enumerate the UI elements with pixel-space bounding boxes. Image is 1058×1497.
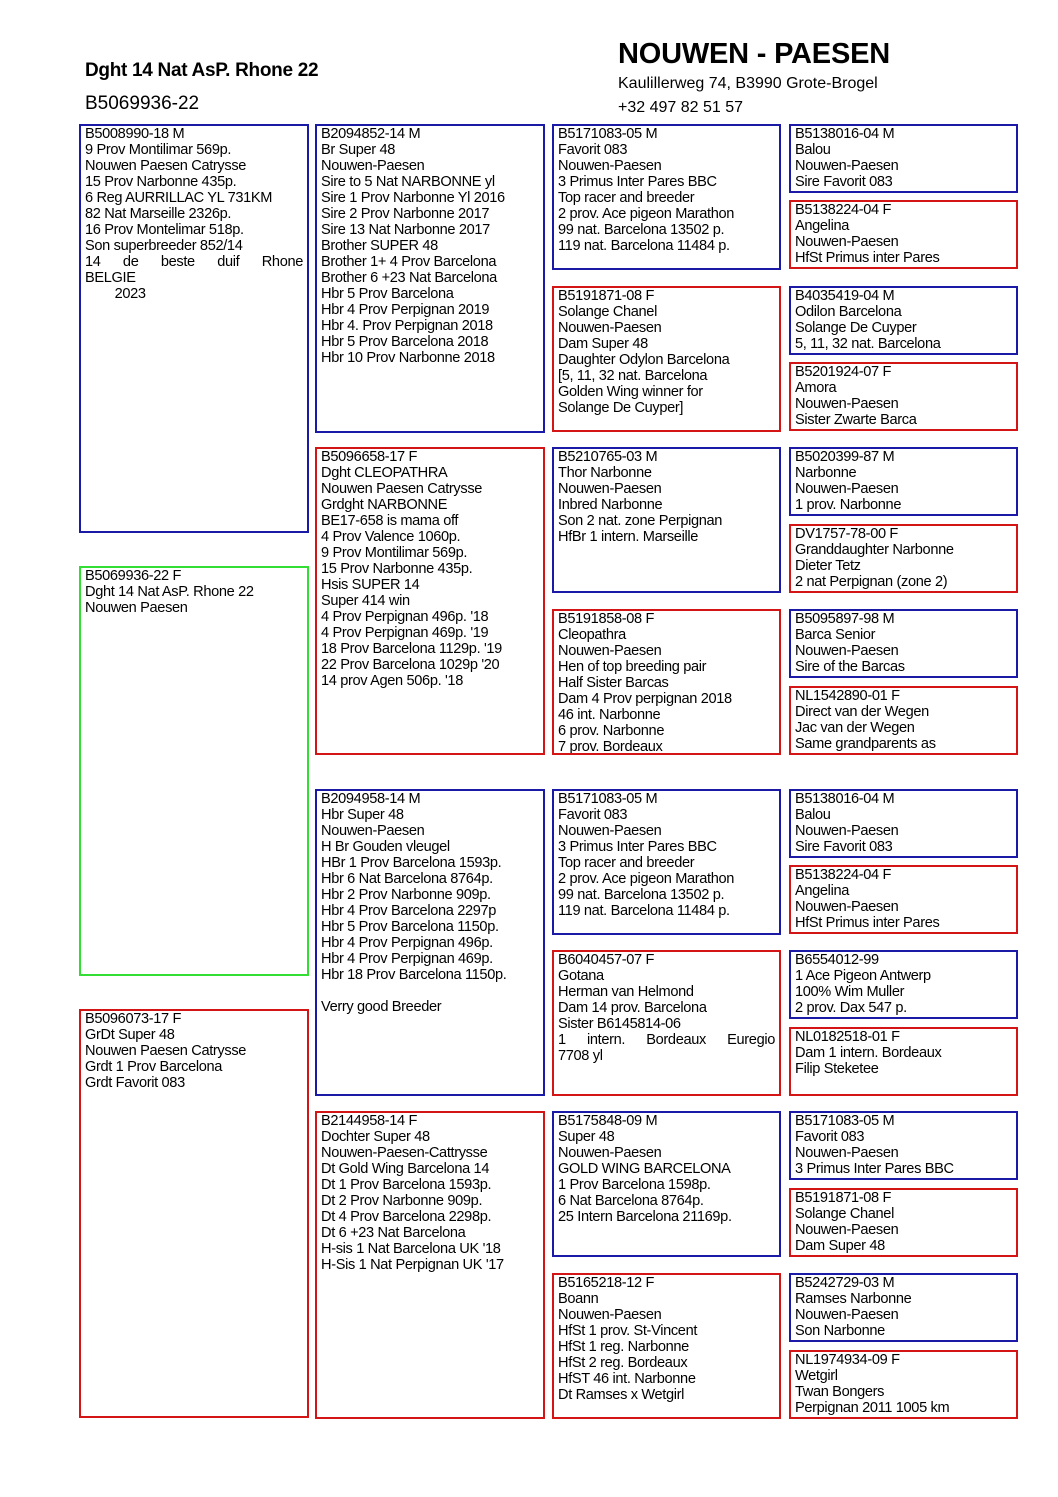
pedigree-line: Hbr 18 Prov Barcelona 1150p. (321, 967, 507, 983)
pedigree-line: Solange De Cuyper] (558, 400, 684, 416)
pedigree-line: Jac van der Wegen (795, 720, 915, 736)
pedigree-line: 6 Nat Barcelona 8764p. (558, 1193, 704, 1209)
pedigree-line: 3 Primus Inter Pares BBC (795, 1161, 954, 1177)
pedigree-line: Brother SUPER 48 (321, 238, 438, 254)
pedigree-line: Grdght NARBONNE (321, 497, 448, 513)
pedigree-line: Direct van der Wegen (795, 704, 929, 720)
ring-number: B5165218-12 F (558, 1275, 655, 1291)
pedigree-line: Hbr 5 Prov Barcelona 1150p. (321, 919, 499, 935)
pedigree-line: Gotana (558, 968, 604, 984)
great-grandparent-box (789, 1188, 1018, 1257)
pedigree-line: 15 Prov Narbonne 435p. (321, 561, 473, 577)
pedigree-line: Hen of top breeding pair (558, 659, 707, 675)
pedigree-line: Son 2 nat. zone Perpignan (558, 513, 723, 529)
sire-sire-dam-box (552, 286, 781, 432)
pedigree-line: Nouwen Paesen Catrysse (85, 1043, 247, 1059)
pedigree-line: Sister Zwarte Barca (795, 412, 917, 428)
pigeon-title: Dght 14 Nat AsP. Rhone 22 (85, 60, 319, 81)
ring-number: NL1974934-09 F (795, 1352, 900, 1368)
pedigree-line: Dam 1 intern. Bordeaux (795, 1045, 942, 1061)
pedigree-line: Hbr 5 Prov Barcelona (321, 286, 454, 302)
pedigree-line: Dt Ramses x Wetgirl (558, 1387, 685, 1403)
ring-number: B5020399-87 M (795, 449, 895, 465)
pedigree-line: Sire of the Barcas (795, 659, 905, 675)
ring-number: B5210765-03 M (558, 449, 658, 465)
pedigree-line: Hbr 10 Prov Narbonne 2018 (321, 350, 495, 366)
sire-sire-box (315, 124, 545, 433)
pedigree-line: Filip Steketee (795, 1061, 879, 1077)
pedigree-line: GOLD WING BARCELONA (558, 1161, 731, 1177)
pedigree-line: HfSt Primus inter Pares (795, 250, 940, 266)
pedigree-line: Nouwen-Paesen (558, 1145, 662, 1161)
pedigree-line: Dam 14 prov. Barcelona (558, 1000, 707, 1016)
great-grandparent-box (789, 200, 1018, 269)
pedigree-line: Dght 14 Nat AsP. Rhone 22 (85, 584, 254, 600)
pedigree-line: 9 Prov Montilimar 569p. (321, 545, 468, 561)
pedigree-line: Cleopathra (558, 627, 626, 643)
pedigree-line: Solange De Cuyper (795, 320, 917, 336)
pedigree-line: Dt 2 Prov Narbonne 909p. (321, 1193, 483, 1209)
pedigree-line: Hbr 4 Prov Perpignan 469p. (321, 951, 493, 967)
pedigree-line: 4 Prov Perpignan 496p. '18 (321, 609, 489, 625)
pedigree-line: 100% Wim Muller (795, 984, 905, 1000)
pedigree-line: Grdt Favorit 083 (85, 1075, 185, 1091)
pedigree-line: HfST 46 int. Narbonne (558, 1371, 696, 1387)
ring-number: B5096073-17 F (85, 1011, 182, 1027)
pedigree-line: 7708 yl (558, 1048, 603, 1064)
pedigree-line: 18 Prov Barcelona 1129p. '19 (321, 641, 502, 657)
pedigree-line (321, 983, 539, 999)
pedigree-line: 25 Intern Barcelona 21169p. (558, 1209, 732, 1225)
ring-number: B5138016-04 M (795, 126, 895, 142)
owner-phone: +32 497 82 51 57 (618, 99, 744, 116)
pedigree-line: BELGIE (85, 270, 136, 286)
pedigree-line: Nouwen-Paesen (795, 643, 899, 659)
pedigree-line: Barca Senior (795, 627, 876, 643)
pedigree-line: Nouwen-Paesen (795, 481, 899, 497)
pedigree-line: Favorit 083 (795, 1129, 865, 1145)
ring-number: B5242729-03 M (795, 1275, 895, 1291)
pedigree-line: Top racer and breeder (558, 855, 695, 871)
pedigree-line: Dt Gold Wing Barcelona 14 (321, 1161, 490, 1177)
pedigree-line: 4 Prov Valence 1060p. (321, 529, 461, 545)
pedigree-line: Sire Favorit 083 (795, 174, 893, 190)
pedigree-line: Nouwen-Paesen (321, 823, 425, 839)
pedigree-line: 22 Prov Barcelona 1029p '20 (321, 657, 500, 673)
dam-dam-sire-box (552, 1111, 781, 1257)
great-grandparent-box (789, 789, 1018, 858)
pedigree-line: 82 Nat Marseille 2326p. (85, 206, 232, 222)
pedigree-line: Nouwen-Paesen (795, 1222, 899, 1238)
pigeon-ring-number: B5069936-22 (85, 93, 200, 114)
pedigree-line: 99 nat. Barcelona 13502 p. (558, 222, 725, 238)
pedigree-line: H Br Gouden vleugel (321, 839, 450, 855)
pedigree-line: Herman van Helmond (558, 984, 694, 1000)
pedigree-line: Nouwen Paesen (85, 600, 188, 616)
pedigree-line: Hbr 4. Prov Perpignan 2018 (321, 318, 493, 334)
pedigree-line: Favorit 083 (558, 142, 628, 158)
pedigree-line: 4 Prov Perpignan 469p. '19 (321, 625, 489, 641)
pedigree-line: HfSt Primus inter Pares (795, 915, 940, 931)
pedigree-line: Twan Bongers (795, 1384, 885, 1400)
pedigree-line: Brother 1+ 4 Prov Barcelona (321, 254, 497, 270)
great-grandparent-box (789, 286, 1018, 355)
sire-dam-sire-box (552, 447, 781, 593)
pedigree-line: Dochter Super 48 (321, 1129, 430, 1145)
pedigree-line: 46 int. Narbonne (558, 707, 661, 723)
pedigree-line: Grdt 1 Prov Barcelona (85, 1059, 223, 1075)
pedigree-line: Nouwen-Paesen (795, 158, 899, 174)
pedigree-line: Brother 6 +23 Nat Barcelona (321, 270, 497, 286)
pedigree-line: Br Super 48 (321, 142, 396, 158)
pedigree-line: Verry good Breeder (321, 999, 442, 1015)
pedigree-line: 2 prov. Dax 547 p. (795, 1000, 907, 1016)
ring-number: B5138016-04 M (795, 791, 895, 807)
pedigree-line: Solange Chanel (795, 1206, 894, 1222)
pedigree-line: 15 Prov Narbonne 435p. (85, 174, 237, 190)
pedigree-line: Dt 4 Prov Barcelona 2298p. (321, 1209, 492, 1225)
great-grandparent-box (789, 1027, 1018, 1096)
dam-dam-box (315, 1111, 545, 1419)
pedigree-line: Sire Favorit 083 (795, 839, 893, 855)
pedigree-line: Super 48 (558, 1129, 615, 1145)
pedigree-line: Solange Chanel (558, 304, 657, 320)
pedigree-line: Nouwen-Paesen (558, 643, 662, 659)
pedigree-line: Nouwen-Paesen (558, 320, 662, 336)
pedigree-line: Balou (795, 142, 831, 158)
great-grandparent-box (789, 686, 1018, 755)
sire-dam-box (315, 447, 545, 755)
pedigree-line: Favorit 083 (558, 807, 628, 823)
pedigree-line: 2 prov. Ace pigeon Marathon (558, 871, 735, 887)
pedigree-line: Top racer and breeder (558, 190, 695, 206)
great-grandparent-box (789, 1111, 1018, 1180)
pedigree-line: 3 Primus Inter Pares BBC (558, 839, 717, 855)
great-grandparent-box (789, 124, 1018, 193)
ring-number: B6554012-99 (795, 952, 879, 968)
ring-number: B2094852-14 M (321, 126, 421, 142)
pedigree-line: Nouwen-Paesen (795, 1145, 899, 1161)
pedigree-line: Sire to 5 Nat NARBONNE yl (321, 174, 495, 190)
ring-number: DV1757-78-00 F (795, 526, 898, 542)
pedigree-line: Narbonne (795, 465, 857, 481)
pedigree-line: Nouwen-Paesen (795, 823, 899, 839)
pedigree-line: Ramses Narbonne (795, 1291, 912, 1307)
ring-number: B5008990-18 M (85, 126, 185, 142)
great-grandparent-box (789, 609, 1018, 678)
pedigree-line: 3 Primus Inter Pares BBC (558, 174, 717, 190)
pedigree-line: Hbr Super 48 (321, 807, 404, 823)
owner-name: NOUWEN - PAESEN (618, 38, 890, 70)
dam-sire-sire-box (552, 789, 781, 935)
pedigree-line: Balou (795, 807, 831, 823)
pedigree-line: Dam Super 48 (795, 1238, 885, 1254)
pedigree-line: 99 nat. Barcelona 13502 p. (558, 887, 725, 903)
ring-number: B2144958-14 F (321, 1113, 418, 1129)
ring-number: B5095897-98 M (795, 611, 895, 627)
pedigree-line: Super 414 win (321, 593, 410, 609)
pedigree-line: HfSt 2 reg. Bordeaux (558, 1355, 688, 1371)
pedigree-line: Angelina (795, 218, 850, 234)
ring-number: B5171083-05 M (795, 1113, 895, 1129)
pedigree-line: GrDt Super 48 (85, 1027, 175, 1043)
pedigree-line: Inbred Narbonne (558, 497, 663, 513)
pedigree-line: Golden Wing winner for (558, 384, 703, 400)
great-grandparent-box (789, 524, 1018, 593)
pedigree-line: 1 Prov Barcelona 1598p. (558, 1177, 711, 1193)
pedigree-line: 14 de beste duif Rhone (85, 254, 303, 270)
ring-number: NL1542890-01 F (795, 688, 900, 704)
pedigree-line: Hbr 4 Prov Barcelona 2297p (321, 903, 497, 919)
pedigree-line: Nouwen-Paesen (795, 234, 899, 250)
great-grandparent-box (789, 447, 1018, 516)
ring-number: B5191858-08 F (558, 611, 655, 627)
pedigree-line: Hbr 5 Prov Barcelona 2018 (321, 334, 489, 350)
subject-box (79, 566, 309, 976)
pedigree-line: 7 prov. Bordeaux (558, 739, 663, 755)
pedigree-line: H-Sis 1 Nat Perpignan UK '17 (321, 1257, 504, 1273)
pedigree-line: 6 prov. Narbonne (558, 723, 665, 739)
pedigree-line: HfSt 1 reg. Narbonne (558, 1339, 689, 1355)
ring-number: B5171083-05 M (558, 126, 658, 142)
pedigree-line: Hsis SUPER 14 (321, 577, 420, 593)
owner-address: Kaulillerweg 74, B3990 Grote-Brogel (618, 75, 878, 92)
pedigree-line: Sire 13 Nat Narbonne 2017 (321, 222, 490, 238)
ring-number: B5096658-17 F (321, 449, 418, 465)
ring-number: B5175848-09 M (558, 1113, 658, 1129)
pedigree-line: Dam Super 48 (558, 336, 648, 352)
ring-number: B4035419-04 M (795, 288, 895, 304)
pedigree-line: Dght CLEOPATHRA (321, 465, 448, 481)
sire-box (79, 124, 309, 533)
sire-sire-sire-box (552, 124, 781, 270)
ring-number: B5069936-22 F (85, 568, 182, 584)
pedigree-line: Granddaughter Narbonne (795, 542, 954, 558)
pedigree-line: Wetgirl (795, 1368, 838, 1384)
pedigree-line: Amora (795, 380, 837, 396)
ring-number: B2094958-14 M (321, 791, 421, 807)
dam-dam-dam-box (552, 1273, 781, 1419)
pedigree-line: Sister B6145814-06 (558, 1016, 681, 1032)
pedigree-line: Hbr 6 Nat Barcelona 8764p. (321, 871, 493, 887)
pedigree-line: Odilon Barcelona (795, 304, 902, 320)
pedigree-line: Dam 4 Prov perpignan 2018 (558, 691, 732, 707)
pedigree-line: Sire 2 Prov Narbonne 2017 (321, 206, 490, 222)
pedigree-line: 2023 (85, 286, 146, 302)
pedigree-line: Perpignan 2011 1005 km (795, 1400, 950, 1416)
pedigree-line: Daughter Odylon Barcelona (558, 352, 730, 368)
ring-number: NL0182518-01 F (795, 1029, 900, 1045)
pedigree-line: HBr 1 Prov Barcelona 1593p. (321, 855, 502, 871)
pedigree-line: 2 nat Perpignan (zone 2) (795, 574, 948, 590)
pedigree-line: 119 nat. Barcelona 11484 p. (558, 903, 730, 919)
pedigree-line: Nouwen-Paesen (795, 396, 899, 412)
pedigree-line: Nouwen Paesen Catrysse (85, 158, 247, 174)
dam-sire-dam-box (552, 950, 781, 1096)
pedigree-line: Son Narbonne (795, 1323, 885, 1339)
pedigree-line: Hbr 2 Prov Narbonne 909p. (321, 887, 491, 903)
pedigree-line: Nouwen-Paesen (795, 1307, 899, 1323)
pedigree-line: Nouwen-Paesen (558, 1307, 662, 1323)
great-grandparent-box (789, 362, 1018, 431)
ring-number: B5191871-08 F (558, 288, 655, 304)
pedigree-line: Dt 6 +23 Nat Barcelona (321, 1225, 466, 1241)
pedigree-line: 2 prov. Ace pigeon Marathon (558, 206, 735, 222)
pedigree-line: Thor Narbonne (558, 465, 652, 481)
ring-number: B5138224-04 F (795, 867, 892, 883)
ring-number: B5191871-08 F (795, 1190, 892, 1206)
pedigree-line: Sire 1 Prov Narbonne Yl 2016 (321, 190, 505, 206)
pedigree-line: Nouwen-Paesen-Cattrysse (321, 1145, 488, 1161)
ring-number: B5201924-07 F (795, 364, 892, 380)
pedigree-line: Same grandparents as (795, 736, 936, 752)
pedigree-line: Son superbreeder 852/14 (85, 238, 243, 254)
pedigree-line: 5, 11, 32 nat. Barcelona (795, 336, 941, 352)
great-grandparent-box (789, 1273, 1018, 1342)
pedigree-line: 1 intern. Bordeaux Euregio (558, 1032, 775, 1048)
pedigree-line: 6 Reg AURRILLAC YL 731KM (85, 190, 273, 206)
pedigree-line: 1 prov. Narbonne (795, 497, 902, 513)
pedigree-line: Half Sister Barcas (558, 675, 669, 691)
dam-sire-box (315, 789, 545, 1096)
sire-dam-dam-box (552, 609, 781, 755)
pedigree-line: HfSt 1 prov. St-Vincent (558, 1323, 698, 1339)
pedigree-line: HfBr 1 intern. Marseille (558, 529, 699, 545)
pedigree-line: Angelina (795, 883, 850, 899)
pedigree-line: 9 Prov Montilimar 569p. (85, 142, 232, 158)
pedigree-line: Dieter Tetz (795, 558, 861, 574)
pedigree-line: Nouwen Paesen Catrysse (321, 481, 483, 497)
pedigree-line: Boann (558, 1291, 599, 1307)
great-grandparent-box (789, 950, 1018, 1019)
pedigree-line: [5, 11, 32 nat. Barcelona (558, 368, 708, 384)
pedigree-line: H-sis 1 Nat Barcelona UK '18 (321, 1241, 501, 1257)
pedigree-line: Nouwen-Paesen (795, 899, 899, 915)
pedigree-line: Hbr 4 Prov Perpignan 2019 (321, 302, 490, 318)
ring-number: B5138224-04 F (795, 202, 892, 218)
pedigree-line: Nouwen-Paesen (558, 481, 662, 497)
pedigree-line: Nouwen-Paesen (321, 158, 425, 174)
pedigree-line: Hbr 4 Prov Perpignan 496p. (321, 935, 493, 951)
great-grandparent-box (789, 1350, 1018, 1419)
pedigree-line: Nouwen-Paesen (558, 158, 662, 174)
pedigree-line: Dt 1 Prov Barcelona 1593p. (321, 1177, 492, 1193)
ring-number: B6040457-07 F (558, 952, 655, 968)
pedigree-line: Nouwen-Paesen (558, 823, 662, 839)
pedigree-line: 14 prov Agen 506p. '18 (321, 673, 463, 689)
pedigree-line: 16 Prov Montelimar 518p. (85, 222, 244, 238)
pedigree-line: BE17-658 is mama off (321, 513, 459, 529)
ring-number: B5171083-05 M (558, 791, 658, 807)
pedigree-line: 119 nat. Barcelona 11484 p. (558, 238, 730, 254)
great-grandparent-box (789, 865, 1018, 934)
dam-box (79, 1009, 309, 1418)
pedigree-line: 1 Ace Pigeon Antwerp (795, 968, 931, 984)
